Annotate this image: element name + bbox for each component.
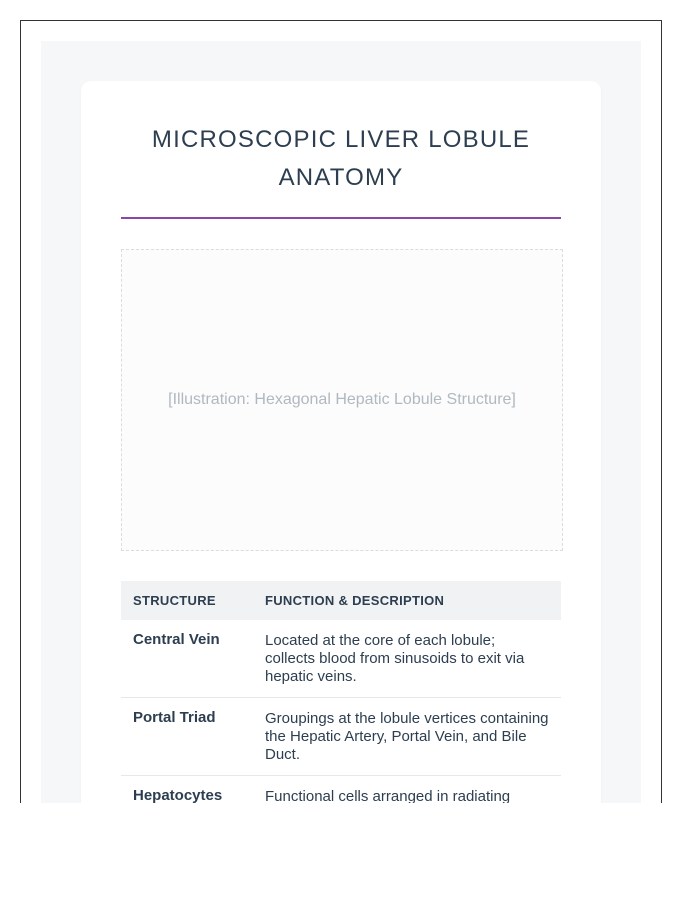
illustration-caption: [Illustration: Hexagonal Hepatic Lobule Structure]	[168, 391, 516, 408]
structure-cell: Central Vein	[121, 620, 253, 698]
content-card	[81, 81, 601, 803]
illustration-placeholder	[121, 249, 563, 551]
table-row	[121, 698, 561, 776]
page-frame	[20, 20, 662, 803]
page-background	[41, 41, 641, 803]
title-divider	[121, 217, 561, 219]
table-row	[121, 620, 561, 698]
page-title: MICROSCOPIC LIVER LOBULE ANATOMY	[151, 126, 531, 191]
description-cell: Located at the core of each lobule; collects blood from sinusoids to exit via hepatic veins.	[253, 620, 561, 698]
structure-cell: Hepatocytes	[121, 776, 253, 804]
structure-cell: Portal Triad	[121, 698, 253, 776]
header-structure: STRUCTURE	[121, 581, 253, 620]
anatomy-table	[121, 581, 561, 803]
table-header-row	[121, 581, 561, 620]
table-row	[121, 776, 561, 804]
description-cell: Functional cells arranged in radiating	[253, 776, 561, 804]
header-function: FUNCTION & DESCRIPTION	[253, 581, 561, 620]
description-cell: Groupings at the lobule vertices containing the Hepatic Artery, Portal Vein, and Bile Duct.	[253, 698, 561, 776]
